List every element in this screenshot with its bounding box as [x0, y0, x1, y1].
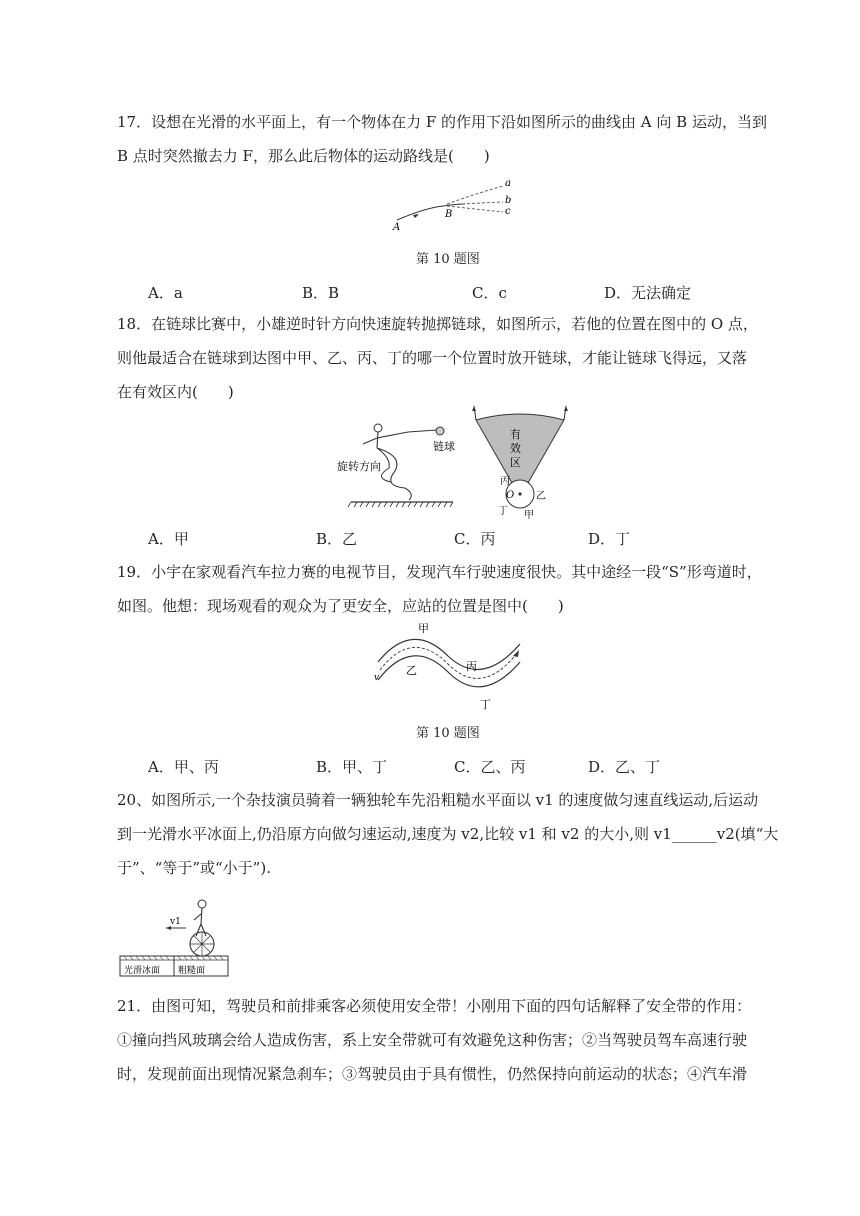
- q18-figure-zone: [470, 404, 580, 522]
- label-zone-1: 有: [510, 428, 521, 441]
- q19-figure: [370, 620, 530, 712]
- q17-option-b: B．B: [302, 284, 340, 302]
- q17-option-d: D．无法确定: [604, 284, 692, 302]
- label-bing: 丙: [500, 476, 510, 487]
- q21-line2: ①撞向挡风玻璃会给人造成伤害，系上安全带就可有效避免这种伤害；②当驾驶员驾车高速行驶: [117, 1031, 748, 1049]
- q18-line1: 18．在链球比赛中，小雄逆时针方向快速旋转抛掷链球，如图所示，若他的位置在图中的 O 点，: [117, 315, 758, 333]
- label-ball: 链球: [433, 440, 455, 453]
- q19-caption: 第 10 题图: [416, 726, 480, 741]
- q21-line3: 时，发现前面出现情况紧急刹车；③驾驶员由于具有惯性，仍然保持向前运动的状态；④汽车滑: [117, 1065, 748, 1083]
- label-zone-3: 区: [510, 456, 521, 469]
- q17-caption: 第 10 题图: [416, 252, 480, 267]
- q19-option-d: D．乙、丁: [588, 758, 661, 776]
- label-A: A: [393, 222, 401, 233]
- q20-line3: 于”、“等于”或“小于”).: [117, 859, 271, 877]
- label-yi: 乙: [406, 664, 417, 677]
- q17-line1: 17．设想在光滑的水平面上，有一个物体在力 F 的作用下沿如图所示的曲线由 A 向 B 运动，当到: [117, 113, 767, 131]
- label-v: v: [374, 673, 380, 683]
- q17-figure: [385, 172, 515, 234]
- q18-option-a: A．甲: [148, 530, 189, 548]
- q20-line1: 20、如图所示,一个杂技演员骑着一辆独轮车先沿粗糙水平面以 v1 的速度做匀速直线运动,后运动: [117, 791, 759, 809]
- label-jia: 甲: [418, 622, 429, 635]
- label-ding: 丁: [480, 698, 491, 711]
- label-B: B: [445, 209, 453, 220]
- q17-option-c: C．c: [472, 284, 507, 302]
- label-zone-2: 效: [510, 442, 521, 455]
- label-a: a: [505, 178, 511, 189]
- q18-option-d: D．丁: [588, 530, 631, 548]
- q18-option-b: B．乙: [316, 530, 358, 548]
- q17-line2: B 点时突然撤去力 F，那么此后物体的运动路线是( ): [117, 147, 490, 165]
- q21-line1: 21．由图可知，驾驶员和前排乘客必须使用安全带！小刚用下面的四句话解释了安全带的作用：: [117, 997, 752, 1015]
- label-rough: 粗糙面: [178, 966, 206, 976]
- q19-line2: 如图。他想：现场观看的观众为了更安全，应站的位置是图中( ): [117, 597, 564, 615]
- q19-line1: 19．小宇在家观看汽车拉力赛的电视节目，发现汽车行驶速度很快。其中途经一段“S”形弯道时，: [117, 563, 762, 581]
- q18-figure-thrower: [333, 416, 463, 516]
- q17-option-a: A．a: [148, 284, 183, 302]
- label-direction: 旋转方向: [337, 460, 381, 473]
- q18-option-c: C．丙: [454, 530, 496, 548]
- q18-line3: 在有效区内( ): [117, 383, 234, 401]
- label-b: b: [505, 195, 512, 206]
- label-v1: v1: [170, 917, 181, 927]
- q19-option-a: A．甲、丙: [148, 758, 219, 776]
- label-ding: 丁: [498, 506, 508, 517]
- q20-line2: 到一光滑水平冰面上,仍沿原方向做匀速运动,速度为 v2,比较 v1 和 v2 的大小,则 v1______v2(填“大: [117, 825, 779, 843]
- label-ice: 光滑冰面: [124, 966, 161, 976]
- q19-option-c: C．乙、丙: [454, 758, 526, 776]
- label-O: O: [506, 490, 515, 501]
- q19-option-b: B．甲、丁: [316, 758, 388, 776]
- label-bing: 丙: [466, 660, 477, 673]
- label-yi: 乙: [536, 491, 546, 502]
- q20-figure: [116, 894, 232, 982]
- label-c: c: [505, 206, 511, 217]
- label-jia: 甲: [524, 510, 534, 521]
- q18-line2: 则他最适合在链球到达图中甲、乙、丙、丁的哪一个位置时放开链球，才能让链球飞得远，又落: [117, 349, 748, 367]
